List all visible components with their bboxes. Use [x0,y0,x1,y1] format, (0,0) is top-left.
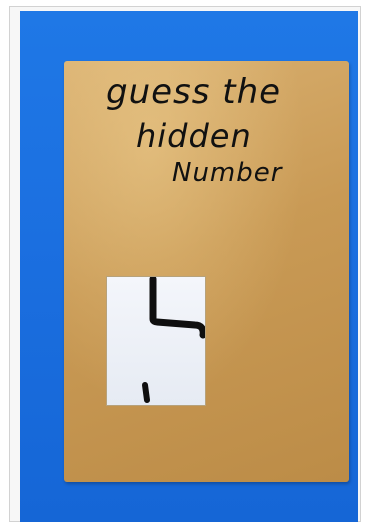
hidden-digit-small-stroke [145,385,147,400]
line-1: guess the [106,72,282,112]
envelope [64,61,349,482]
envelope-handwriting [64,61,349,201]
photo [20,11,358,522]
paper-window [106,276,206,406]
hidden-digit-glyph [107,277,206,406]
line-3: Number [172,158,283,188]
hidden-digit-stroke [153,279,203,335]
line-2: hidden [136,117,252,155]
